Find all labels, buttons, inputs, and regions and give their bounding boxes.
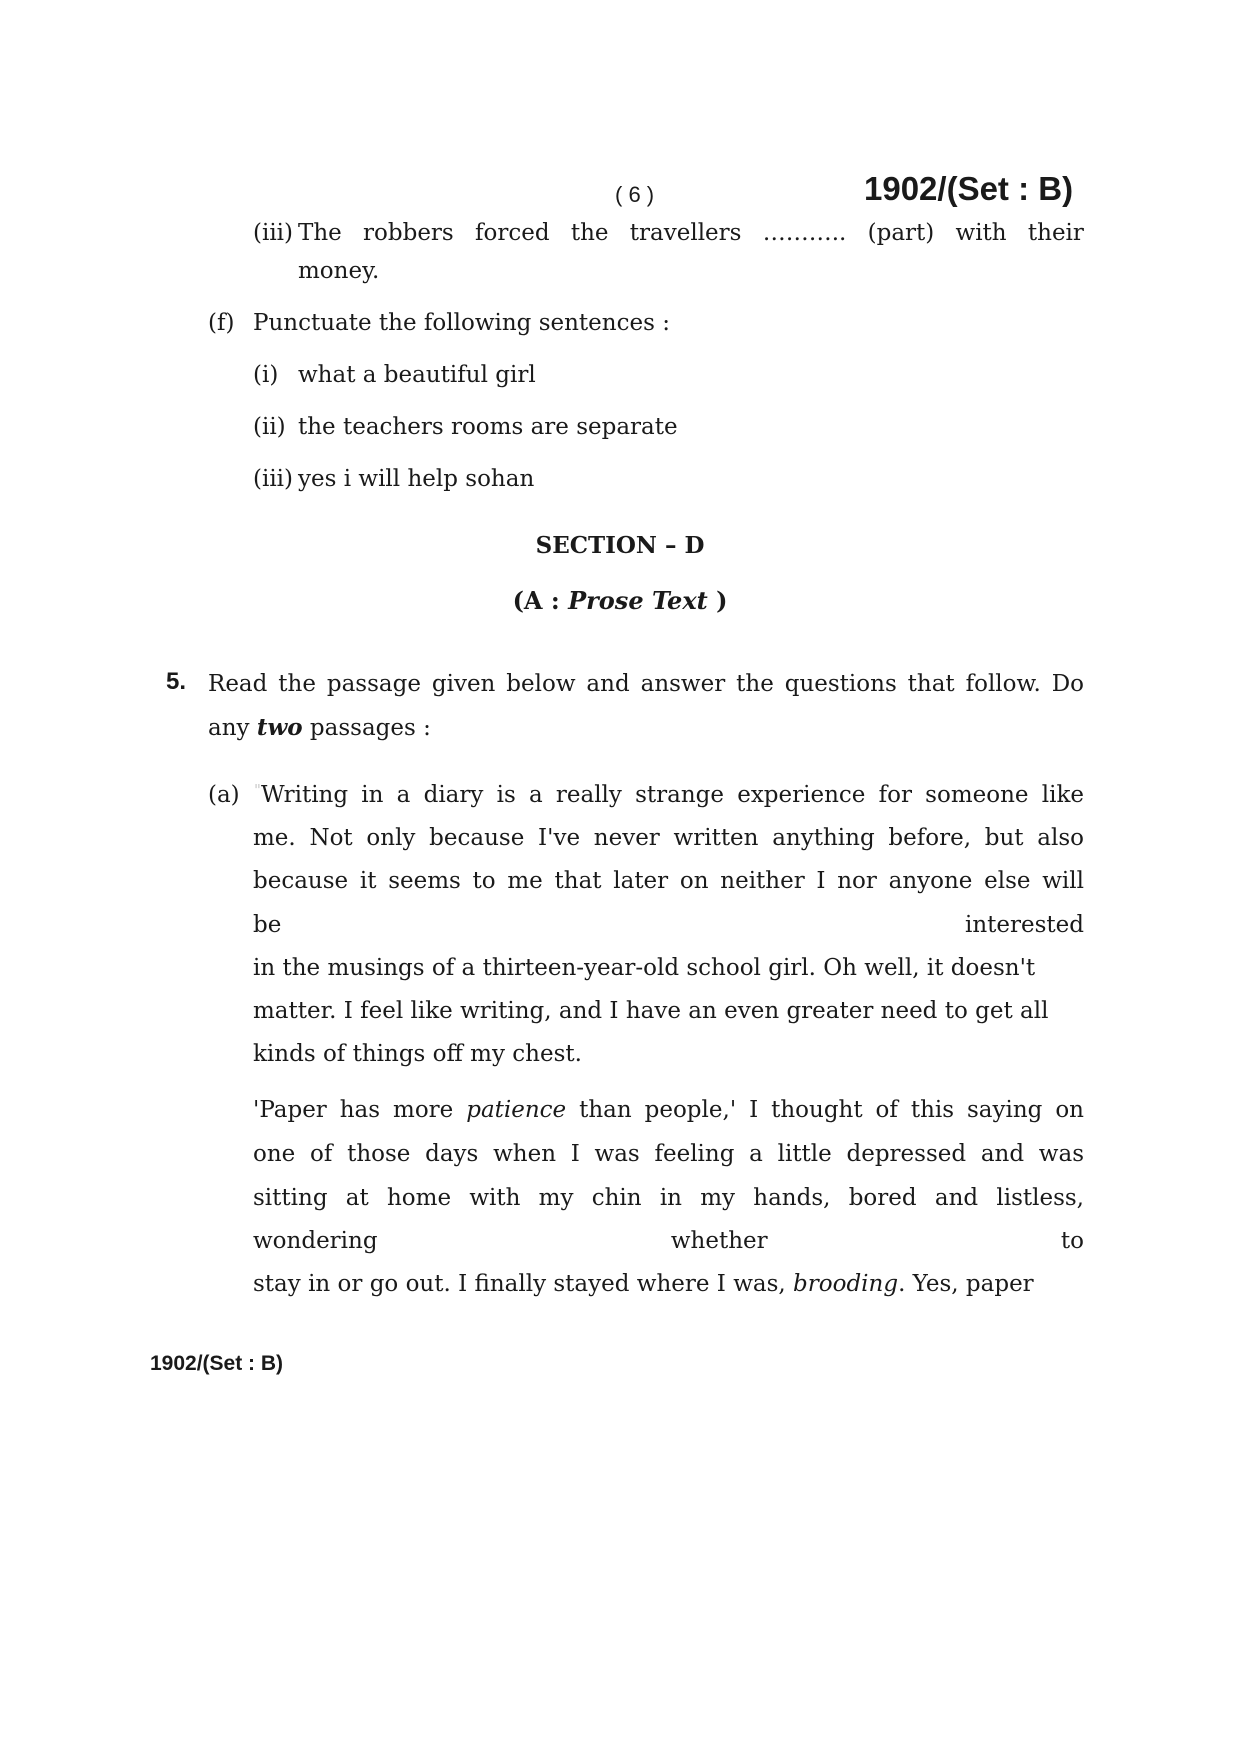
subtitle-prefix: (A : [512, 586, 569, 615]
section-subtitle [0, 586, 1240, 615]
passage-line: in the musings of a thirteen-year-old school girl. Oh well, it doesn't [253, 955, 1036, 981]
section-title: SECTION – D [535, 532, 705, 559]
passage-italic: brooding [793, 1271, 899, 1297]
subtitle-suffix: ) [707, 586, 728, 615]
word: their [1027, 220, 1084, 246]
item-iii-line1 [298, 213, 1084, 253]
passage-line: Writing in a diary is a really strange experience for someone like [261, 782, 1084, 808]
q5-emphasis: two [256, 714, 303, 741]
part-f-label: (f) [208, 310, 235, 336]
passage-line [253, 1264, 1034, 1304]
subtitle-italic: Prose Text [568, 586, 708, 615]
part-a-label: (a) [208, 782, 240, 808]
passage-text: 'Paper has more [253, 1097, 467, 1123]
word: travellers [629, 220, 742, 246]
passage-line: matter. I feel like writing, and I have an even greater need to get all [253, 998, 1049, 1024]
word: forced [475, 220, 550, 246]
passage-text: stay in or go out. I finally stayed where I was, [253, 1271, 794, 1297]
passage-line: wondering whether to [253, 1228, 1084, 1254]
word: with [955, 220, 1007, 246]
question5-line1: Read the passage given below and answer the questions that follow. Do [208, 671, 1084, 697]
question-number: 5. [166, 668, 187, 695]
q5-text: any [208, 715, 257, 741]
word: The [298, 220, 342, 246]
page-number: ( 6 ) [615, 182, 655, 207]
item-iii-line2: money. [298, 258, 380, 284]
part-f-item-text: what a beautiful girl [298, 362, 536, 388]
part-f-item-label: (ii) [253, 414, 286, 440]
item-iii-label: (iii) [253, 220, 294, 246]
part-f-item-text: yes i will help sohan [298, 466, 535, 492]
passage-line: one of those days when I was feeling a little depressed and was [253, 1141, 1084, 1167]
set-code-footer: 1902/(Set : B) [150, 1352, 284, 1375]
part-f-instruction: Punctuate the following sentences : [253, 310, 670, 336]
passage-line: because it seems to me that later on neither I nor anyone else will [253, 868, 1084, 894]
passage-text: than people,' I thought of this saying on [566, 1097, 1084, 1123]
question5-line2 [208, 708, 431, 748]
part-f-item-label: (iii) [253, 466, 294, 492]
open-quote-mark: " [254, 781, 261, 799]
passage-italic: patience [466, 1097, 567, 1123]
set-code-header: 1902/(Set : B) [864, 170, 1074, 207]
q5-text: passages : [302, 715, 431, 741]
word: robbers [363, 220, 454, 246]
passage-line: be interested [253, 912, 1084, 938]
part-f-item-text: the teachers rooms are separate [298, 414, 678, 440]
passage-line: sitting at home with my chin in my hands, bored and listless, [253, 1185, 1084, 1211]
passage-line [253, 1090, 1084, 1130]
passage-line: me. Not only because I've never written anything before, but also [253, 825, 1084, 851]
word: (part) [867, 220, 935, 246]
passage-line: kinds of things off my chest. [253, 1041, 582, 1067]
passage-text: . Yes, paper [898, 1271, 1034, 1297]
part-f-item-label: (i) [253, 362, 279, 388]
word: the [570, 220, 609, 246]
blank-dots: ……….. [762, 220, 847, 246]
